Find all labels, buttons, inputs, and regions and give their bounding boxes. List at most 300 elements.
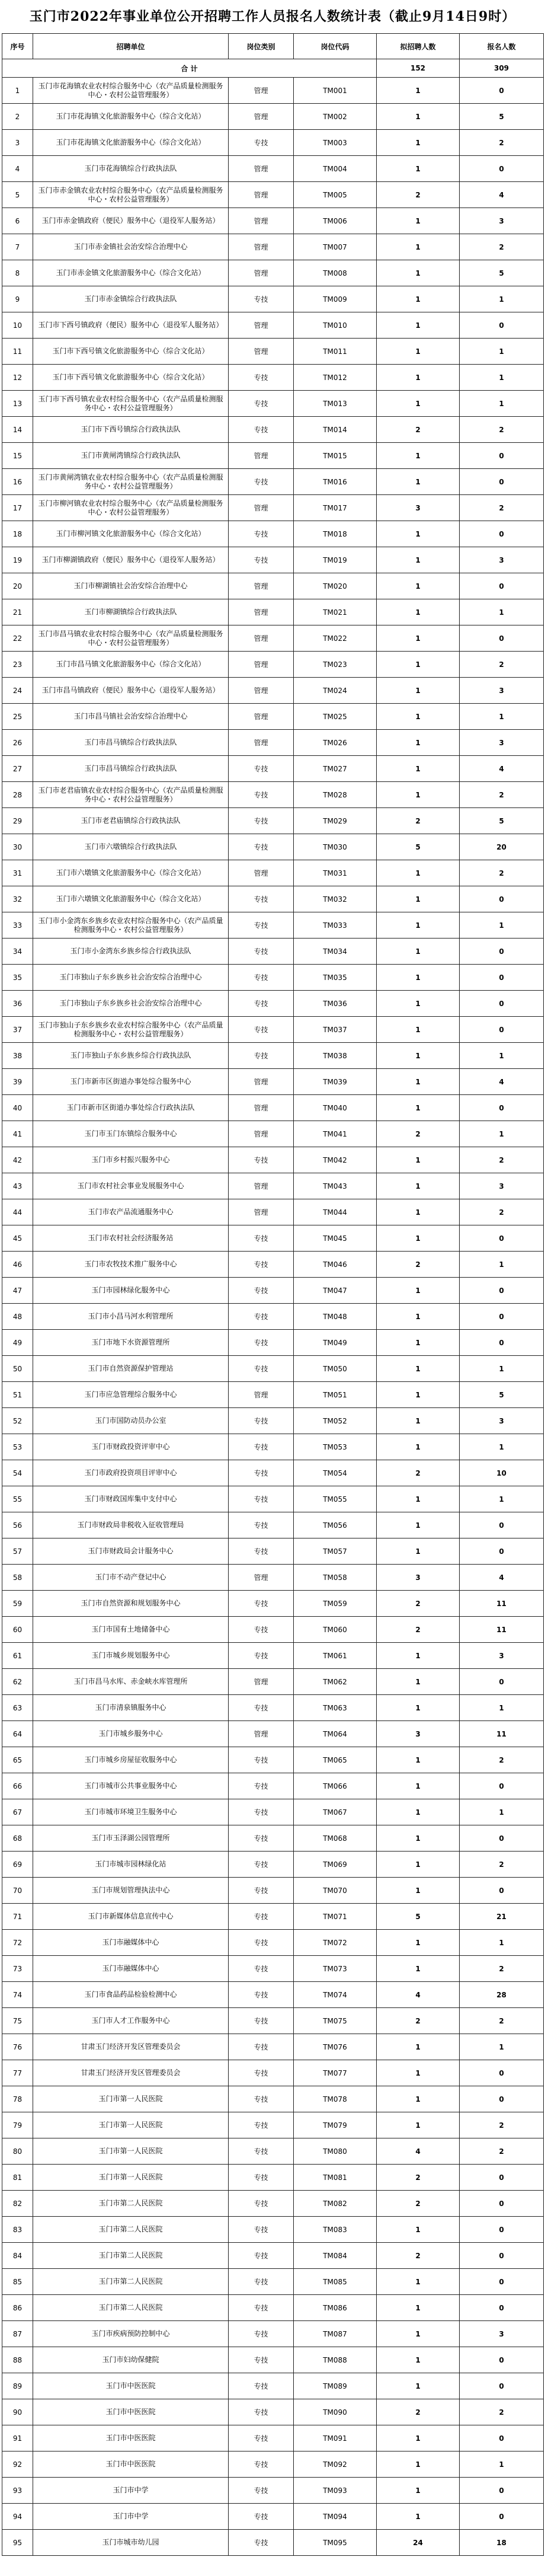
row-category: 专技: [229, 991, 294, 1017]
row-code: TM023: [294, 652, 377, 678]
row-applicants: 4: [460, 1565, 544, 1591]
row-seq: 68: [2, 1825, 33, 1852]
header-code: 岗位代码: [294, 34, 377, 59]
row-code: TM002: [294, 104, 377, 130]
row-seq: 83: [2, 2217, 33, 2243]
row-planned: 4: [377, 2138, 460, 2165]
row-code: TM067: [294, 1799, 377, 1825]
row-category: 专技: [229, 2347, 294, 2373]
table-row: [2, 1904, 544, 1930]
row-seq: 12: [2, 365, 33, 391]
row-unit: 玉门市国有土地储备中心: [33, 1617, 229, 1643]
row-code: TM020: [294, 573, 377, 599]
row-planned: 1: [377, 547, 460, 573]
row-unit: 玉门市六墩镇综合行政执法队: [33, 834, 229, 860]
row-category: 专技: [229, 912, 294, 939]
row-planned: 2: [377, 2191, 460, 2217]
row-code: TM091: [294, 2425, 377, 2451]
row-seq: 41: [2, 1121, 33, 1147]
row-planned: 1: [377, 391, 460, 417]
row-seq: 34: [2, 939, 33, 965]
row-planned: 1: [377, 1069, 460, 1095]
row-seq: 77: [2, 2060, 33, 2086]
row-applicants: 0: [460, 521, 544, 547]
row-seq: 4: [2, 156, 33, 182]
row-planned: 1: [377, 1538, 460, 1565]
row-applicants: 4: [460, 756, 544, 782]
row-applicants: 1: [460, 1486, 544, 1512]
row-code: TM073: [294, 1956, 377, 1982]
row-applicants: 2: [460, 1147, 544, 1173]
row-code: TM045: [294, 1225, 377, 1252]
row-seq: 61: [2, 1643, 33, 1669]
row-category: 专技: [229, 2165, 294, 2191]
row-code: TM035: [294, 965, 377, 991]
row-seq: 66: [2, 1773, 33, 1799]
row-planned: 4: [377, 1982, 460, 2008]
row-seq: 67: [2, 1799, 33, 1825]
row-unit: 玉门市第二人民医院: [33, 2191, 229, 2217]
row-code: TM005: [294, 182, 377, 208]
row-planned: 2: [377, 1617, 460, 1643]
header-unit: 招聘单位: [33, 34, 229, 59]
row-seq: 32: [2, 886, 33, 912]
row-unit: 玉门市花海镇文化旅游服务中心（综合文化站）: [33, 130, 229, 156]
row-code: TM014: [294, 417, 377, 443]
row-seq: 46: [2, 1252, 33, 1278]
row-seq: 52: [2, 1408, 33, 1434]
row-category: 专技: [229, 834, 294, 860]
row-seq: 3: [2, 130, 33, 156]
row-category: 专技: [229, 2321, 294, 2347]
row-planned: 1: [377, 1956, 460, 1982]
row-category: 专技: [229, 2425, 294, 2451]
row-code: TM064: [294, 1721, 377, 1747]
row-planned: 1: [377, 1043, 460, 1069]
row-unit: 玉门市乡村振兴服务中心: [33, 1147, 229, 1173]
row-unit: 玉门市下西号镇文化旅游服务中心（综合文化站）: [33, 365, 229, 391]
table-row: [2, 886, 544, 912]
row-applicants: 0: [460, 939, 544, 965]
row-seq: 2: [2, 104, 33, 130]
row-unit: 玉门市柳湖镇社会治安综合治理中心: [33, 573, 229, 599]
row-seq: 33: [2, 912, 33, 939]
table-row: [2, 2347, 544, 2373]
row-unit: 玉门市疾病预防控制中心: [33, 2321, 229, 2347]
row-applicants: 1: [460, 1695, 544, 1721]
row-category: 管理: [229, 1669, 294, 1695]
row-planned: 1: [377, 599, 460, 625]
row-applicants: 0: [460, 1878, 544, 1904]
row-planned: 1: [377, 704, 460, 730]
row-unit: 玉门市第二人民医院: [33, 2269, 229, 2295]
row-applicants: 2: [460, 417, 544, 443]
row-code: TM015: [294, 443, 377, 469]
table-row: [2, 730, 544, 756]
row-code: TM058: [294, 1565, 377, 1591]
table-row: [2, 991, 544, 1017]
row-planned: 1: [377, 443, 460, 469]
row-seq: 73: [2, 1956, 33, 1982]
row-seq: 84: [2, 2243, 33, 2269]
row-unit: 玉门市下西号镇农业农村综合服务中心（农产品质量检测服务中心・农村公益管理服务）: [33, 391, 229, 417]
row-unit: 玉门市城市环境卫生服务中心: [33, 1799, 229, 1825]
row-applicants: 2: [460, 234, 544, 260]
row-code: TM057: [294, 1538, 377, 1565]
row-unit: 玉门市独山子东乡族乡农业农村综合服务中心（农产品质量检测服务中心・农村公益管理服务）: [33, 1017, 229, 1043]
row-unit: 玉门市第二人民医院: [33, 2295, 229, 2321]
table-row: [2, 1773, 544, 1799]
row-unit: 玉门市自然资源和规划服务中心: [33, 1591, 229, 1617]
table-row: [2, 1147, 544, 1173]
row-code: TM093: [294, 2478, 377, 2504]
table-row: [2, 1617, 544, 1643]
table-row: [2, 2034, 544, 2060]
row-planned: 2: [377, 2008, 460, 2034]
table-row: [2, 365, 544, 391]
row-planned: 1: [377, 1356, 460, 1382]
row-category: 专技: [229, 756, 294, 782]
row-planned: 1: [377, 782, 460, 808]
row-applicants: 2: [460, 1956, 544, 1982]
row-applicants: 0: [460, 1330, 544, 1356]
row-code: TM063: [294, 1695, 377, 1721]
row-applicants: 0: [460, 2504, 544, 2530]
row-code: TM089: [294, 2373, 377, 2399]
row-seq: 40: [2, 1095, 33, 1121]
row-applicants: 0: [460, 78, 544, 104]
row-planned: 1: [377, 2425, 460, 2451]
row-planned: 1: [377, 156, 460, 182]
table-row: [2, 156, 544, 182]
row-category: 管理: [229, 1382, 294, 1408]
row-seq: 70: [2, 1878, 33, 1904]
row-code: TM036: [294, 991, 377, 1017]
row-code: TM086: [294, 2295, 377, 2321]
row-category: 专技: [229, 1747, 294, 1773]
table-row: [2, 1252, 544, 1278]
table-row: [2, 1721, 544, 1747]
row-applicants: 2: [460, 652, 544, 678]
table-row: [2, 391, 544, 417]
row-applicants: 2: [460, 782, 544, 808]
row-code: TM092: [294, 2451, 377, 2478]
row-unit: 玉门市农产品流通服务中心: [33, 1199, 229, 1225]
row-applicants: 3: [460, 2321, 544, 2347]
row-unit: 玉门市农村社会经济服务站: [33, 1225, 229, 1252]
row-unit: 玉门市中医医院: [33, 2451, 229, 2478]
row-unit: 玉门市中医医院: [33, 2399, 229, 2425]
row-planned: 1: [377, 2217, 460, 2243]
row-unit: 玉门市第一人民医院: [33, 2112, 229, 2138]
row-unit: 玉门市赤金镇农业农村综合服务中心（农产品质量检测服务中心・农村公益管理服务）: [33, 182, 229, 208]
row-category: 专技: [229, 1878, 294, 1904]
row-category: 专技: [229, 2504, 294, 2530]
row-planned: 1: [377, 652, 460, 678]
row-applicants: 3: [460, 547, 544, 573]
row-code: TM077: [294, 2060, 377, 2086]
row-category: 管理: [229, 730, 294, 756]
table-row: [2, 1095, 544, 1121]
row-category: 专技: [229, 1852, 294, 1878]
row-category: 专技: [229, 547, 294, 573]
row-seq: 63: [2, 1695, 33, 1721]
row-seq: 45: [2, 1225, 33, 1252]
table-row: [2, 78, 544, 104]
row-planned: 1: [377, 1852, 460, 1878]
row-unit: 玉门市第二人民医院: [33, 2217, 229, 2243]
row-applicants: 3: [460, 208, 544, 234]
row-applicants: 1: [460, 1356, 544, 1382]
table-row: [2, 939, 544, 965]
row-applicants: 5: [460, 104, 544, 130]
row-seq: 38: [2, 1043, 33, 1069]
row-seq: 79: [2, 2112, 33, 2138]
row-seq: 16: [2, 469, 33, 495]
table-row: [2, 2373, 544, 2399]
row-seq: 56: [2, 1512, 33, 1538]
row-applicants: 1: [460, 599, 544, 625]
table-header-row: [2, 34, 544, 59]
row-unit: 玉门市昌马镇政府（便民）服务中心（退役军人服务站）: [33, 678, 229, 704]
table-row: [2, 2008, 544, 2034]
row-applicants: 0: [460, 2269, 544, 2295]
row-category: 专技: [229, 2060, 294, 2086]
row-category: 管理: [229, 182, 294, 208]
row-unit: 玉门市独山子东乡族乡综合行政执法队: [33, 1043, 229, 1069]
row-seq: 59: [2, 1591, 33, 1617]
row-planned: 1: [377, 1512, 460, 1538]
row-category: 专技: [229, 1017, 294, 1043]
row-code: TM039: [294, 1069, 377, 1095]
table-row: [2, 547, 544, 573]
row-seq: 6: [2, 208, 33, 234]
row-unit: 玉门市新媒体信息宣传中心: [33, 1904, 229, 1930]
row-planned: 2: [377, 182, 460, 208]
table-row: [2, 1356, 544, 1382]
row-planned: 1: [377, 104, 460, 130]
row-category: 专技: [229, 1278, 294, 1304]
row-planned: 2: [377, 1591, 460, 1617]
row-code: TM004: [294, 156, 377, 182]
row-planned: 1: [377, 1382, 460, 1408]
row-category: 管理: [229, 599, 294, 625]
row-planned: 1: [377, 260, 460, 286]
row-planned: 1: [377, 1799, 460, 1825]
row-unit: 玉门市花海镇文化旅游服务中心（综合文化站）: [33, 104, 229, 130]
row-category: 专技: [229, 808, 294, 834]
row-category: 专技: [229, 2269, 294, 2295]
row-unit: 玉门市城乡房屋征收服务中心: [33, 1747, 229, 1773]
row-seq: 26: [2, 730, 33, 756]
row-category: 专技: [229, 2086, 294, 2112]
row-code: TM010: [294, 312, 377, 339]
row-applicants: 20: [460, 834, 544, 860]
table-row: [2, 521, 544, 547]
row-seq: 90: [2, 2399, 33, 2425]
row-applicants: 0: [460, 2347, 544, 2373]
row-seq: 92: [2, 2451, 33, 2478]
row-unit: 玉门市园林绿化服务中心: [33, 1278, 229, 1304]
table-row: [2, 1669, 544, 1695]
row-planned: 1: [377, 1278, 460, 1304]
row-seq: 53: [2, 1434, 33, 1460]
row-planned: 1: [377, 1225, 460, 1252]
table-row: [2, 2191, 544, 2217]
table-row: [2, 1512, 544, 1538]
table-row: [2, 573, 544, 599]
row-category: 管理: [229, 704, 294, 730]
table-row: [2, 2138, 544, 2165]
table-row: [2, 1982, 544, 2008]
total-applicants: 309: [460, 59, 544, 78]
row-applicants: 0: [460, 2191, 544, 2217]
row-category: 专技: [229, 1304, 294, 1330]
row-unit: 玉门市新市区街道办事处综合行政执法队: [33, 1095, 229, 1121]
row-unit: 玉门市城乡规划服务中心: [33, 1643, 229, 1669]
row-applicants: 2: [460, 1199, 544, 1225]
row-category: 管理: [229, 573, 294, 599]
row-planned: 1: [377, 991, 460, 1017]
row-category: 专技: [229, 391, 294, 417]
row-applicants: 2: [460, 495, 544, 521]
row-planned: 1: [377, 2295, 460, 2321]
row-category: 管理: [229, 1199, 294, 1225]
row-seq: 93: [2, 2478, 33, 2504]
row-unit: 玉门市财政国库集中支付中心: [33, 1486, 229, 1512]
row-category: 专技: [229, 2295, 294, 2321]
row-planned: 1: [377, 2347, 460, 2373]
row-code: TM048: [294, 1304, 377, 1330]
table-row: [2, 756, 544, 782]
row-category: 专技: [229, 2034, 294, 2060]
row-seq: 87: [2, 2321, 33, 2347]
row-applicants: 0: [460, 1225, 544, 1252]
row-code: TM061: [294, 1643, 377, 1669]
row-code: TM025: [294, 704, 377, 730]
row-category: 管理: [229, 1121, 294, 1147]
row-seq: 19: [2, 547, 33, 573]
row-seq: 71: [2, 1904, 33, 1930]
table-row: [2, 782, 544, 808]
row-applicants: 1: [460, 1434, 544, 1460]
row-category: 专技: [229, 2243, 294, 2269]
row-applicants: 2: [460, 2399, 544, 2425]
table-row: [2, 678, 544, 704]
row-code: TM074: [294, 1982, 377, 2008]
row-code: TM022: [294, 625, 377, 652]
row-applicants: 3: [460, 730, 544, 756]
row-unit: 玉门市昌马镇农业农村综合服务中心（农产品质量检测服务中心・农村公益管理服务）: [33, 625, 229, 652]
row-seq: 10: [2, 312, 33, 339]
row-category: 专技: [229, 365, 294, 391]
row-code: TM055: [294, 1486, 377, 1512]
row-code: TM028: [294, 782, 377, 808]
row-seq: 25: [2, 704, 33, 730]
row-category: 专技: [229, 130, 294, 156]
row-seq: 74: [2, 1982, 33, 2008]
table-row: [2, 2504, 544, 2530]
row-seq: 64: [2, 1721, 33, 1747]
row-category: 管理: [229, 625, 294, 652]
row-seq: 49: [2, 1330, 33, 1356]
row-unit: 玉门市花海镇农业农村综合服务中心（农产品质量检测服务中心・农村公益管理服务）: [33, 78, 229, 104]
row-planned: 1: [377, 573, 460, 599]
row-applicants: 2: [460, 1747, 544, 1773]
row-unit: 玉门市六墩镇文化旅游服务中心（综合文化站）: [33, 886, 229, 912]
row-planned: 1: [377, 1304, 460, 1330]
row-unit: 玉门市昌马镇社会治安综合治理中心: [33, 704, 229, 730]
row-planned: 1: [377, 1408, 460, 1434]
row-seq: 51: [2, 1382, 33, 1408]
row-category: 专技: [229, 1486, 294, 1512]
row-planned: 2: [377, 417, 460, 443]
row-unit: 玉门市赤金镇综合行政执法队: [33, 286, 229, 312]
row-seq: 13: [2, 391, 33, 417]
table-row: [2, 234, 544, 260]
row-category: 管理: [229, 652, 294, 678]
row-planned: 1: [377, 2060, 460, 2086]
row-unit: 甘肃玉门经济开发区管理委员会: [33, 2060, 229, 2086]
row-category: 专技: [229, 1904, 294, 1930]
row-seq: 72: [2, 1930, 33, 1956]
table-row: [2, 1017, 544, 1043]
row-planned: 1: [377, 286, 460, 312]
row-code: TM024: [294, 678, 377, 704]
row-unit: 玉门市城市园林绿化站: [33, 1852, 229, 1878]
row-applicants: 0: [460, 2425, 544, 2451]
table-row: [2, 1408, 544, 1434]
table-row: [2, 652, 544, 678]
row-planned: 1: [377, 1825, 460, 1852]
row-planned: 1: [377, 234, 460, 260]
row-seq: 11: [2, 339, 33, 365]
row-code: TM054: [294, 1460, 377, 1486]
row-code: TM018: [294, 521, 377, 547]
table-row: [2, 104, 544, 130]
row-unit: 玉门市融媒体中心: [33, 1956, 229, 1982]
table-row: [2, 2478, 544, 2504]
table-row: [2, 1852, 544, 1878]
row-planned: 1: [377, 1878, 460, 1904]
row-seq: 94: [2, 2504, 33, 2530]
row-unit: 玉门市应急管理综合服务中心: [33, 1382, 229, 1408]
row-category: 专技: [229, 469, 294, 495]
row-applicants: 0: [460, 2243, 544, 2269]
row-category: 专技: [229, 1252, 294, 1278]
row-code: TM095: [294, 2530, 377, 2556]
row-planned: 1: [377, 2321, 460, 2347]
row-code: TM051: [294, 1382, 377, 1408]
row-code: TM030: [294, 834, 377, 860]
row-planned: 1: [377, 2086, 460, 2112]
row-applicants: 0: [460, 469, 544, 495]
page-title: 玉门市2022年事业单位公开招聘工作人员报名人数统计表（截止9月14日9时）: [29, 9, 516, 24]
row-applicants: 0: [460, 1538, 544, 1565]
row-applicants: 0: [460, 1825, 544, 1852]
table-row: [2, 1043, 544, 1069]
row-unit: 玉门市老君庙镇农业农村综合服务中心（农产品质量检测服务中心・农村公益管理服务）: [33, 782, 229, 808]
row-unit: 玉门市中医医院: [33, 2425, 229, 2451]
row-applicants: 0: [460, 2373, 544, 2399]
row-applicants: 1: [460, 365, 544, 391]
row-unit: 玉门市新市区街道办事处综合服务中心: [33, 1069, 229, 1095]
table-row: [2, 2269, 544, 2295]
table-row: [2, 286, 544, 312]
row-planned: 2: [377, 2399, 460, 2425]
row-planned: 1: [377, 965, 460, 991]
table-row: [2, 860, 544, 886]
